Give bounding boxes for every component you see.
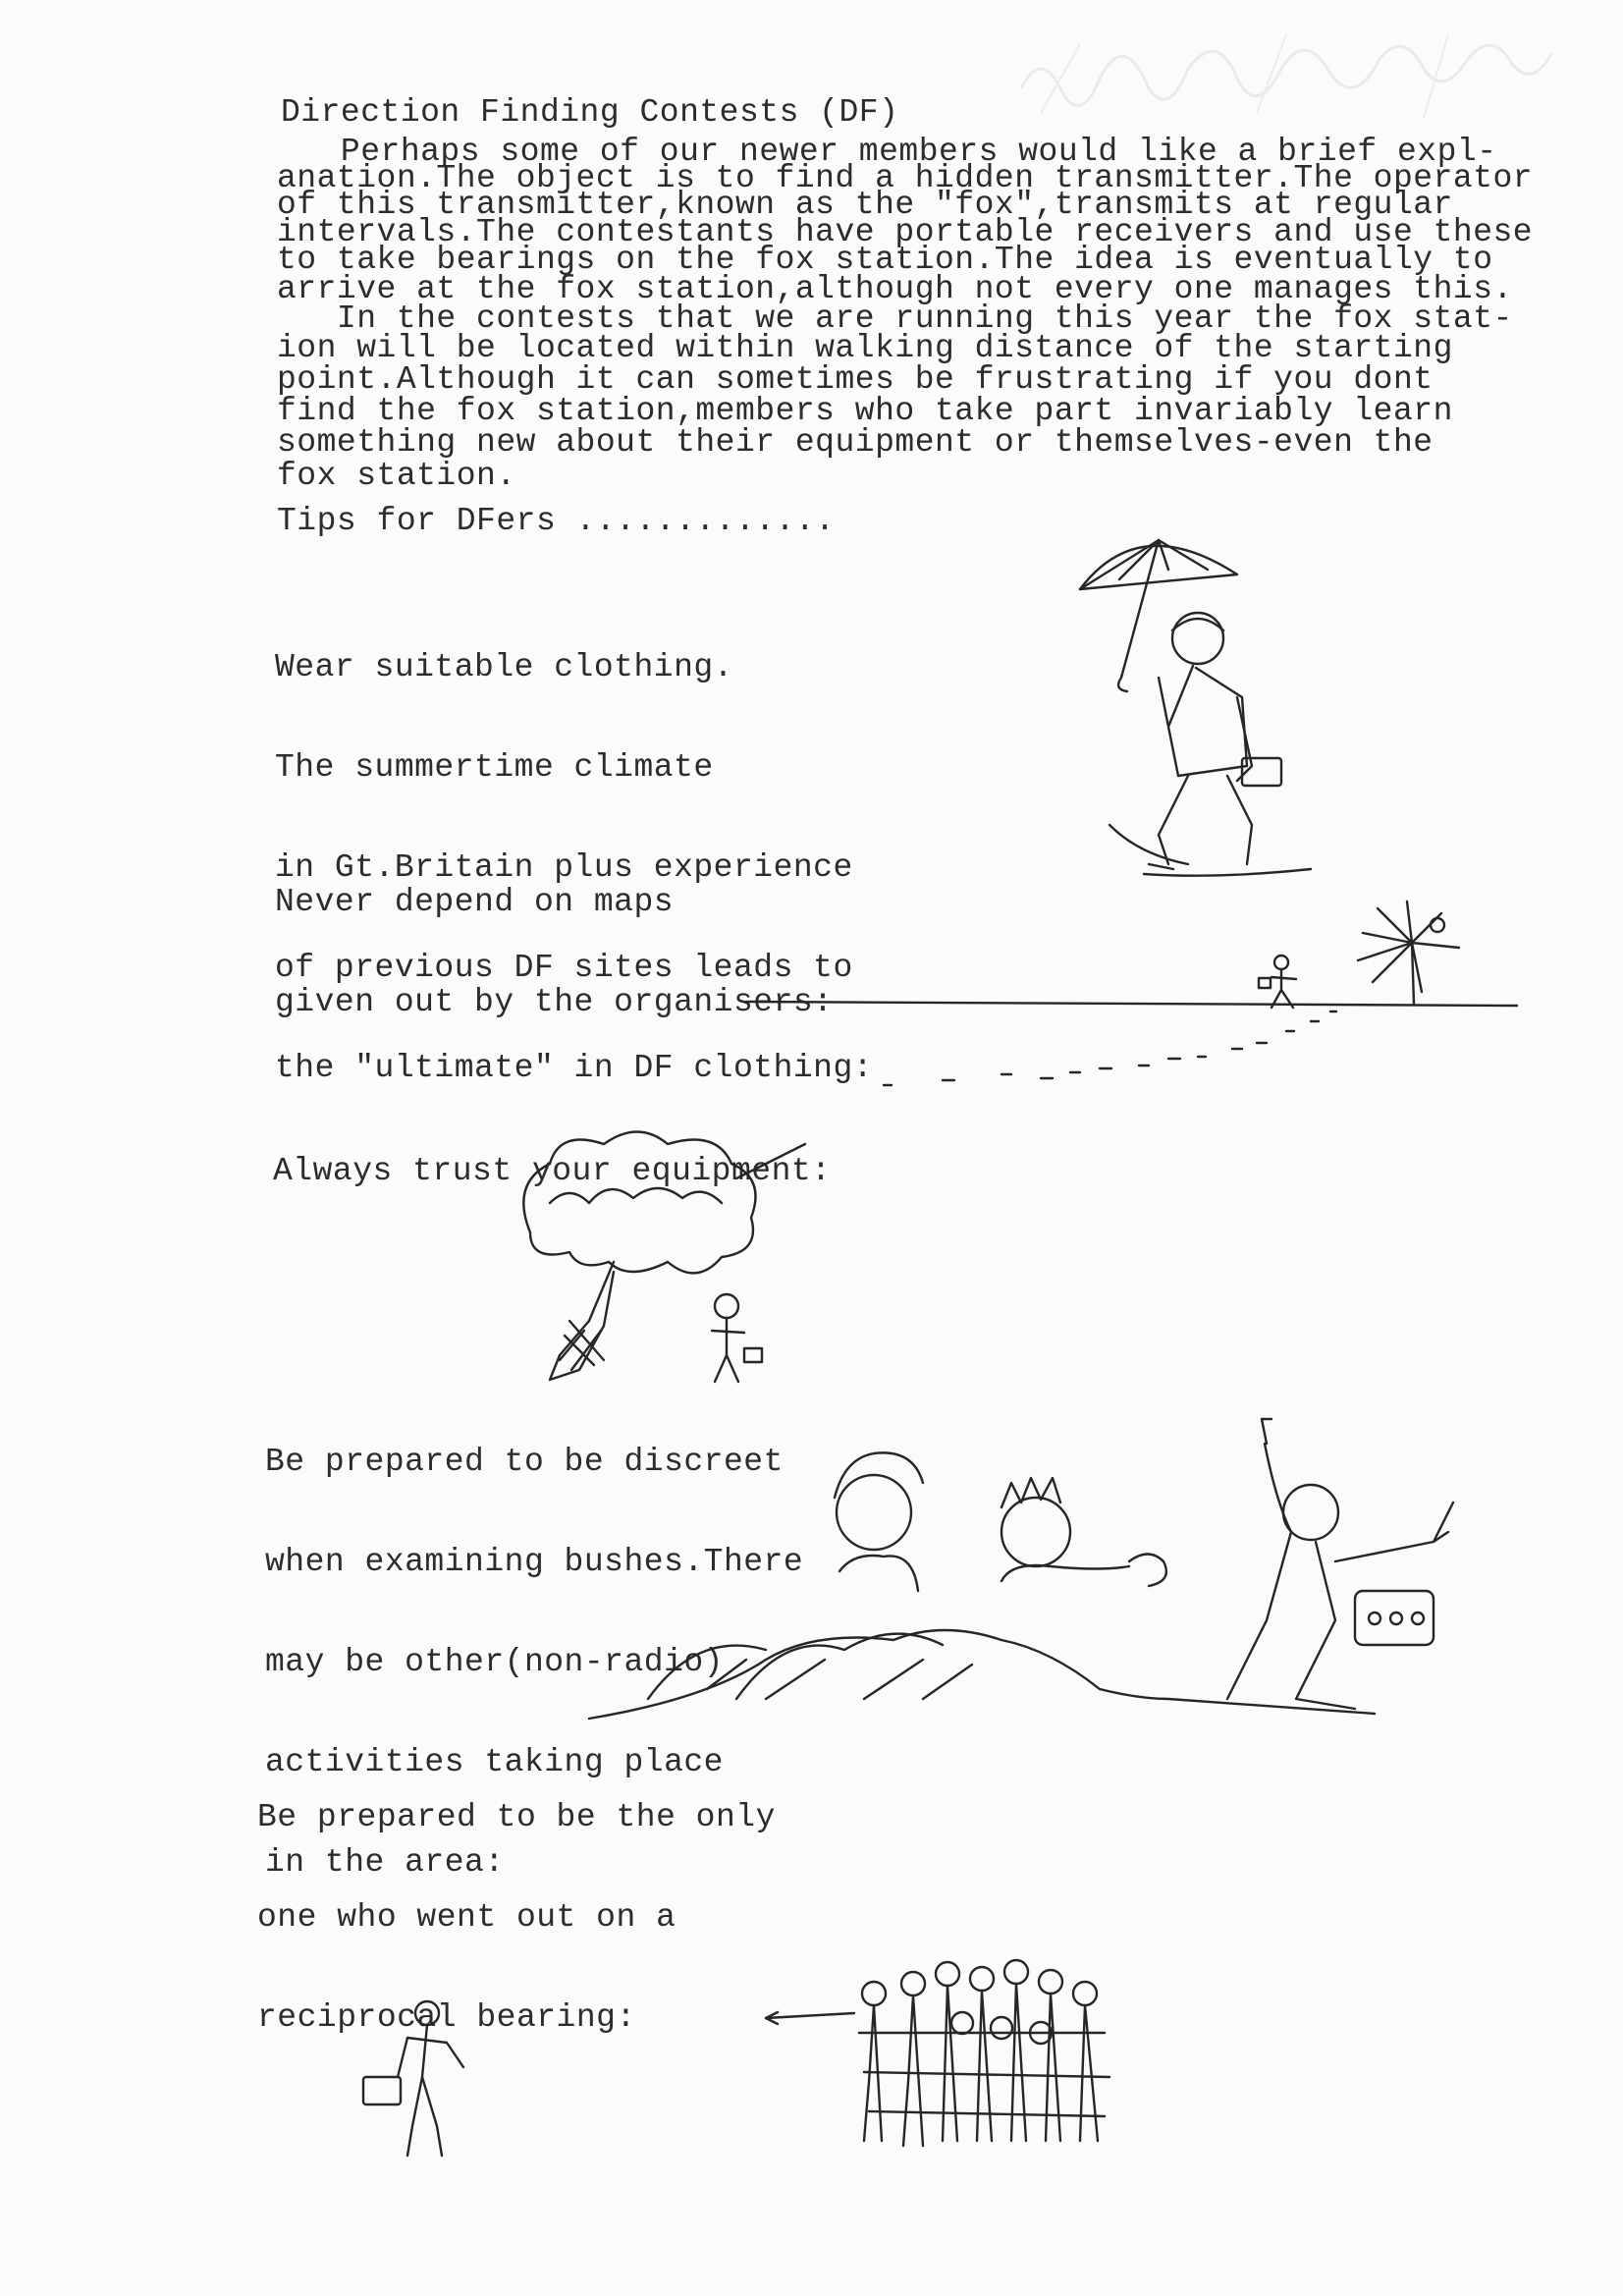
tip-line: Wear suitable clothing. bbox=[275, 649, 733, 685]
intro-line: In the contests that we are running this year the fox stat- bbox=[277, 301, 1513, 337]
tip-reciprocal bbox=[257, 1734, 776, 2102]
intro-line: fox station. bbox=[277, 458, 516, 494]
tips-heading: Tips for DFers ............. bbox=[277, 503, 836, 539]
tip-line: activities taking place bbox=[265, 1744, 724, 1780]
page-title: Direction Finding Contests (DF) bbox=[281, 94, 899, 131]
explosion-sketch bbox=[511, 1124, 825, 1399]
tip-line: reciprocal bearing: bbox=[257, 1999, 636, 2036]
intro-line: Perhaps some of our newer members would like a brief expl- bbox=[281, 134, 1497, 170]
tip-line: the "ultimate" in DF clothing: bbox=[275, 1050, 874, 1086]
desert-palm-sketch bbox=[746, 884, 1532, 1100]
crowd-sketch bbox=[766, 1954, 1139, 2170]
lone-walker-sketch bbox=[353, 1989, 491, 2165]
intro-line: ion will be located within walking distance of the starting bbox=[277, 330, 1453, 366]
bushes-sketch bbox=[589, 1404, 1473, 1758]
tip-line: Be prepared to be discreet bbox=[265, 1444, 784, 1480]
intro-line: anation.The object is to find a hidden transmitter.The operator bbox=[277, 160, 1534, 196]
intro-line: to take bearings on the fox station.The idea is eventually to bbox=[277, 242, 1493, 278]
tip-line: Be prepared to be the only bbox=[257, 1799, 776, 1835]
intro-line: intervals.The contestants have portable receivers and use these bbox=[277, 214, 1534, 250]
intro-line: find the fox station,members who take part invariably learn bbox=[277, 393, 1453, 429]
tip-line: one who went out on a bbox=[257, 1899, 676, 1936]
tip-line: when examining bushes.There bbox=[265, 1544, 804, 1580]
tip-line: in the area: bbox=[265, 1844, 505, 1881]
tip-line: given out by the organisers: bbox=[275, 984, 834, 1020]
tip-line: Never depend on maps bbox=[275, 884, 675, 920]
intro-line: of this transmitter,known as the "fox",transmits at regular bbox=[277, 187, 1453, 223]
intro-line: point.Although it can sometimes be frustrating if you dont bbox=[277, 361, 1434, 398]
tip-line: may be other(non-radio) bbox=[265, 1644, 724, 1680]
tip-line: Always trust your equipment: bbox=[273, 1153, 832, 1189]
intro-line: something new about their equipment or themselves-even the bbox=[277, 424, 1434, 461]
show-through-handwriting bbox=[1011, 20, 1620, 128]
tip-line: in Gt.Britain plus experience bbox=[275, 849, 853, 886]
tip-line: The summertime climate bbox=[275, 749, 714, 786]
umbrella-skier-sketch bbox=[1051, 530, 1316, 894]
tip-line: of previous DF sites leads to bbox=[275, 950, 853, 986]
intro-line: arrive at the fox station,although not every one manages this. bbox=[277, 271, 1513, 307]
